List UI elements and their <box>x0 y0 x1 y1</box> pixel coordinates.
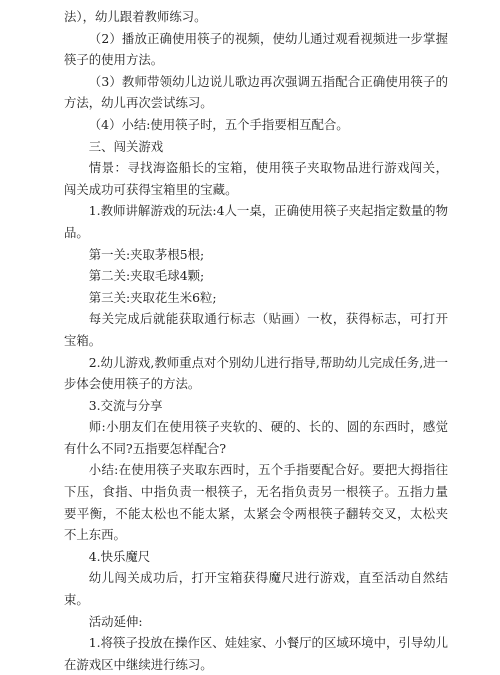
paragraph-level-3: 第三关:夹取花生米6粒; <box>88 289 217 305</box>
paragraph-extension-1: 1.将筷子投放在操作区、娃娃家、小餐厅的区域环境中，引导幼儿在游戏区中继续进行练习。 <box>64 635 448 672</box>
paragraph-game-rules: 1.教师讲解游戏的玩法:4人一桌，正确使用筷子夹起指定数量的物品。 <box>64 203 448 240</box>
subheading-magic-ruler: 4.快乐魔尺 <box>88 548 151 564</box>
paragraph-level-1: 第一关:夹取茅根5根; <box>88 246 205 262</box>
paragraph-continuation: 法），幼儿跟着教师练习。 <box>64 9 207 24</box>
paragraph-summary: 小结:在使用筷子夹取东西时，五个手指要配合好。要把大拇指往下压，食指、中指负责一根筷子，无名指负责另一根筷子。五指力量要平衡，不能太松也不能太紧，太紧会令两根筷子翻转交叉，太松夹不上东西。 <box>64 462 448 543</box>
paragraph-level-2: 第二关:夹取毛球4颗; <box>88 268 205 284</box>
subheading-share: 3.交流与分享 <box>88 397 163 413</box>
subheading-extension: 活动延伸: <box>88 613 143 629</box>
paragraph-step-4-summary: （4）小结:使用筷子时，五个手指要相互配合。 <box>88 116 349 132</box>
paragraph-children-play: 2.幼儿游戏,教师重点对个别幼儿进行指导,帮助幼儿完成任务,进一步体会使用筷子的方法。 <box>64 354 448 392</box>
paragraph-magic-ruler: 幼儿闯关成功后，打开宝箱获得魔尺进行游戏，直至活动自然结束。 <box>64 570 448 608</box>
paragraph-step-2-video: （2）播放正确使用筷子的视频，使幼儿通过观看视频进一步掌握筷子的使用方法。 <box>64 30 448 68</box>
paragraph-step-3-song: （3）教师带领幼儿边说儿歌边再次强调五指配合正确使用筷子的方法，幼儿再次尝试练习。 <box>64 73 448 111</box>
section-heading-game: 三、闯关游戏 <box>88 138 164 154</box>
paragraph-teacher-question: 师:小朋友们在使用筷子夹软的、硬的、长的、圆的东西时，感觉有什么不同?五指要怎样配合? <box>64 419 448 456</box>
paragraph-scenario: 情景：寻找海盗船长的宝箱，使用筷子夹取物品进行游戏闯关，闯关成功可获得宝箱里的宝藏。 <box>64 160 448 197</box>
paragraph-reward: 每关完成后就能获取通行标志（贴画）一枚，获得标志，可打开宝箱。 <box>64 311 448 348</box>
